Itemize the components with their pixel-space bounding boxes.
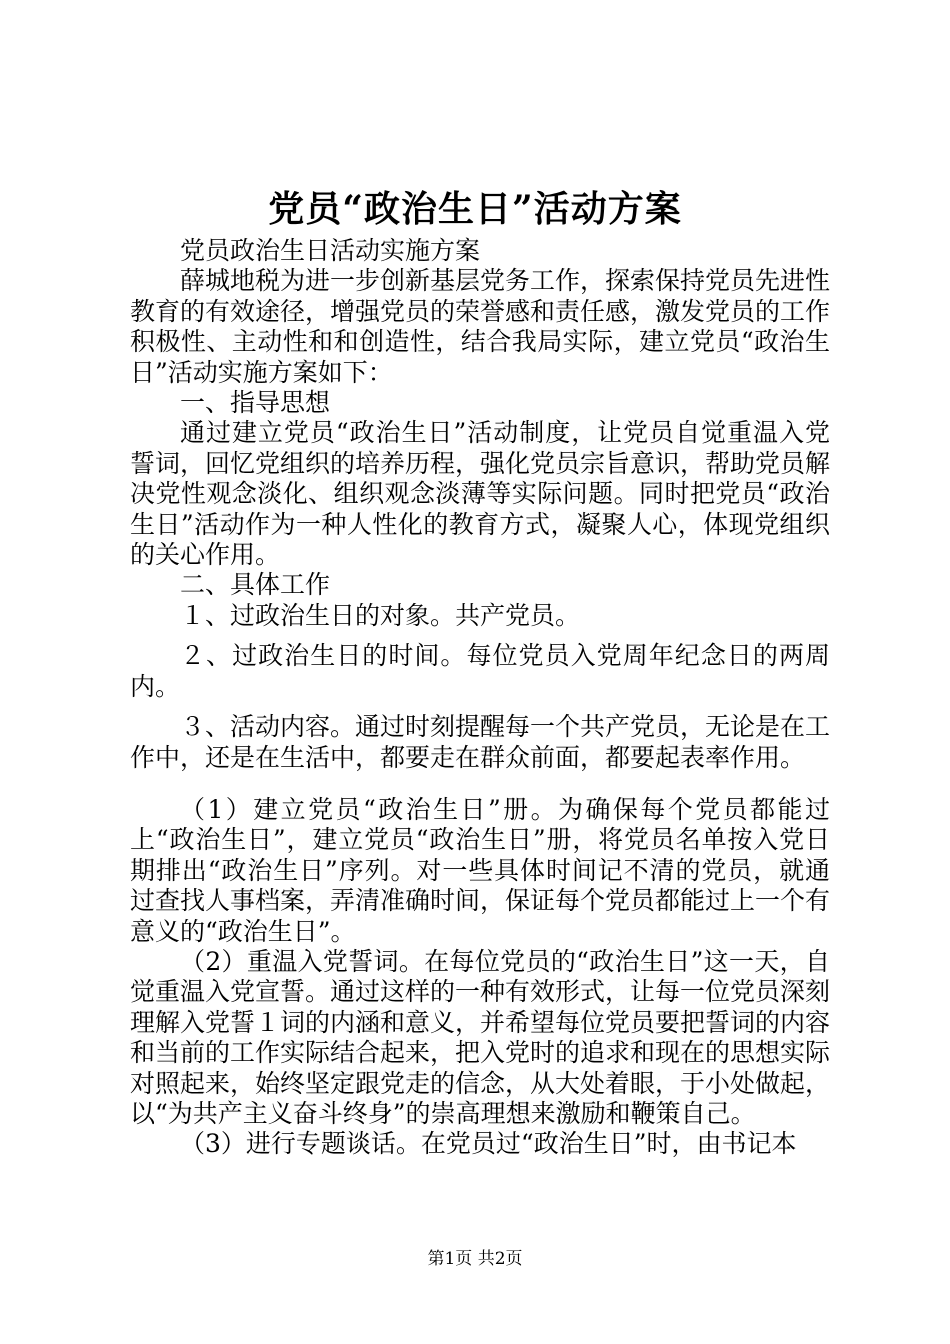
guiding-thought-paragraph: 通过建立党员“政治生日”活动制度，让党员自觉重温入党誓词，回忆党组织的培养历程，强化党员宗旨意识，帮助党员解决党性观念淡化、组织观念淡薄等实际问题。同时把党员“政治生日”活动作为一种人性化的教育方式，凝聚人心，体现党组织的关心作用。 [130,418,831,570]
subtitle-paragraph: 党员政治生日活动实施方案 [180,236,481,265]
section-heading-guiding-thought: 一、指导思想 [180,388,331,418]
item-3-paragraph: ３、活动内容。通过时刻提醒每一个共产党员，无论是在工作中，还是在生活中，都要走在群众前面，都要起表率作用。 [130,712,831,772]
document-body [130,236,830,1160]
document-title: 党员“政治生日”活动方案 [268,188,682,230]
subitem-2-paragraph: （2）重温入党誓词。在每位党员的“政治生日”这一天，自觉重温入党宣誓。通过这样的一种有效形式，让每一位党员深刻理解入党誓１词的内涵和意义，并希望每位党员要把誓词的内容和当前的工作实际结合起来，把入党时的追求和现在的思想实际对照起来，始终坚定跟党走的信念，从大处着眼，于小处做起，以“为共产主义奋斗终身”的崇高理想来激励和鞭策自己。 [130,946,831,1128]
page-footer: 第1页 共2页 [427,1249,523,1269]
intro-paragraph: 薛城地税为进一步创新基层党务工作，探索保持党员先进性教育的有效途径，增强党员的荣誉感和责任感，激发党员的工作积极性、主动性和和创造性，结合我局实际，建立党员“政治生日”活动实施方案如下： [130,266,831,387]
item-1-paragraph: １、过政治生日的对象。共产党员。 [180,600,581,630]
subitem-1-paragraph: （1）建立党员“政治生日”册。为确保每个党员都能过上“政治生日”，建立党员“政治生日”册，将党员名单按入党日期排出“政治生日”序列。对一些具体时间记不清的党员，就通过查找人事档案，弄清准确时间，保证每个党员都能过上一个有意义的“政治生日”。 [130,794,831,946]
section-heading-specific-work: 二、具体工作 [180,570,331,600]
subitem-3-paragraph: （3）进行专题谈话。在党员过“政治生日”时，由书记本 [180,1129,797,1159]
item-2-paragraph: ２、过政治生日的时间。每位党员入党周年纪念日的两周内。 [130,641,830,701]
